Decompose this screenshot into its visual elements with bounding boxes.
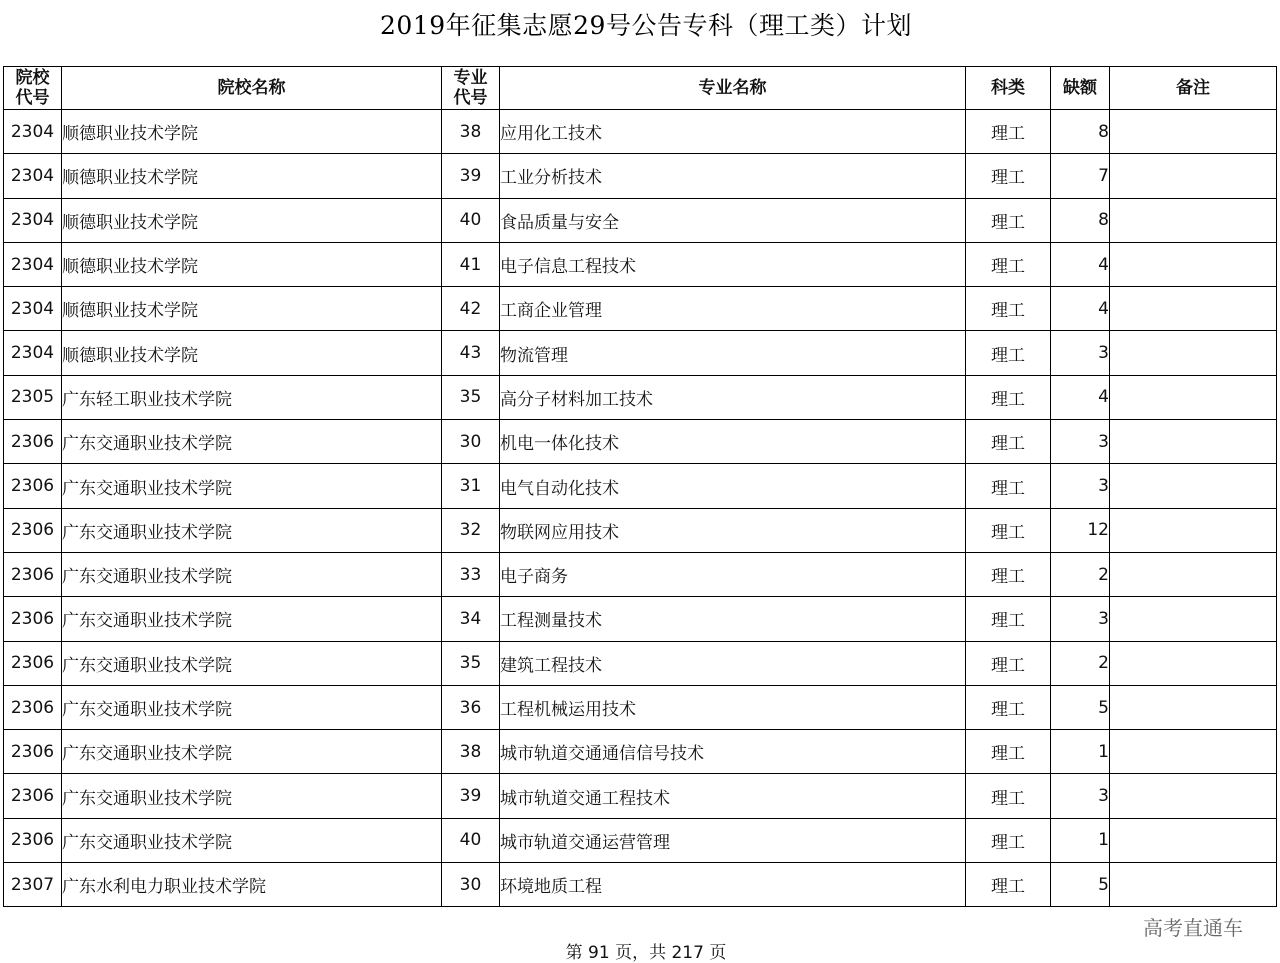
cell-remarks bbox=[1110, 774, 1277, 818]
cell-remarks bbox=[1110, 641, 1277, 685]
cell-school-code: 2304 bbox=[4, 242, 62, 286]
cell-vacancy: 12 bbox=[1051, 508, 1110, 552]
cell-category: 理工 bbox=[966, 420, 1051, 464]
cell-vacancy: 2 bbox=[1051, 641, 1110, 685]
cell-major-name: 高分子材料加工技术 bbox=[500, 375, 966, 419]
header-remarks: 备注 bbox=[1110, 67, 1277, 110]
cell-vacancy: 1 bbox=[1051, 730, 1110, 774]
table-row bbox=[4, 863, 1277, 907]
cell-major-name: 城市轨道交通运营管理 bbox=[500, 818, 966, 862]
cell-major-code: 38 bbox=[442, 110, 500, 154]
cell-remarks bbox=[1110, 110, 1277, 154]
cell-vacancy: 5 bbox=[1051, 685, 1110, 729]
cell-category: 理工 bbox=[966, 818, 1051, 862]
cell-remarks bbox=[1110, 464, 1277, 508]
cell-school-name: 广东交通职业技术学院 bbox=[62, 464, 442, 508]
table-row bbox=[4, 685, 1277, 729]
cell-major-name: 城市轨道交通通信信号技术 bbox=[500, 730, 966, 774]
cell-school-code: 2306 bbox=[4, 730, 62, 774]
cell-remarks bbox=[1110, 597, 1277, 641]
cell-vacancy: 4 bbox=[1051, 242, 1110, 286]
cell-major-name: 工商企业管理 bbox=[500, 287, 966, 331]
cell-category: 理工 bbox=[966, 730, 1051, 774]
table-row bbox=[4, 508, 1277, 552]
cell-school-name: 广东交通职业技术学院 bbox=[62, 774, 442, 818]
cell-school-name: 顺德职业技术学院 bbox=[62, 242, 442, 286]
cell-school-name: 广东交通职业技术学院 bbox=[62, 685, 442, 729]
cell-vacancy: 3 bbox=[1051, 464, 1110, 508]
cell-category: 理工 bbox=[966, 110, 1051, 154]
cell-major-code: 38 bbox=[442, 730, 500, 774]
cell-school-code: 2305 bbox=[4, 375, 62, 419]
cell-major-name: 工程测量技术 bbox=[500, 597, 966, 641]
cell-school-code: 2306 bbox=[4, 685, 62, 729]
cell-vacancy: 3 bbox=[1051, 774, 1110, 818]
cell-school-name: 顺德职业技术学院 bbox=[62, 331, 442, 375]
table-row bbox=[4, 597, 1277, 641]
cell-school-code: 2304 bbox=[4, 198, 62, 242]
cell-vacancy: 3 bbox=[1051, 597, 1110, 641]
cell-remarks bbox=[1110, 287, 1277, 331]
cell-school-code: 2306 bbox=[4, 420, 62, 464]
cell-vacancy: 1 bbox=[1051, 818, 1110, 862]
cell-category: 理工 bbox=[966, 154, 1051, 198]
cell-category: 理工 bbox=[966, 552, 1051, 596]
page-footer: 第 91 页，共 217 页 bbox=[565, 943, 727, 963]
cell-category: 理工 bbox=[966, 641, 1051, 685]
cell-remarks bbox=[1110, 818, 1277, 862]
cell-vacancy: 3 bbox=[1051, 331, 1110, 375]
cell-school-code: 2306 bbox=[4, 552, 62, 596]
table-header-row bbox=[4, 67, 1277, 110]
cell-vacancy: 3 bbox=[1051, 420, 1110, 464]
cell-major-name: 机电一体化技术 bbox=[500, 420, 966, 464]
header-vacancy: 缺额 bbox=[1051, 67, 1110, 110]
cell-major-code: 30 bbox=[442, 863, 500, 907]
cell-school-name: 广东交通职业技术学院 bbox=[62, 641, 442, 685]
cell-major-name: 电子商务 bbox=[500, 552, 966, 596]
table-row bbox=[4, 641, 1277, 685]
cell-major-name: 工业分析技术 bbox=[500, 154, 966, 198]
cell-major-code: 33 bbox=[442, 552, 500, 596]
cell-school-code: 2306 bbox=[4, 508, 62, 552]
cell-category: 理工 bbox=[966, 464, 1051, 508]
cell-school-name: 顺德职业技术学院 bbox=[62, 287, 442, 331]
cell-remarks bbox=[1110, 730, 1277, 774]
header-school-name: 院校名称 bbox=[62, 67, 442, 110]
cell-remarks bbox=[1110, 331, 1277, 375]
cell-vacancy: 4 bbox=[1051, 287, 1110, 331]
cell-vacancy: 2 bbox=[1051, 552, 1110, 596]
cell-school-code: 2306 bbox=[4, 597, 62, 641]
cell-school-code: 2304 bbox=[4, 110, 62, 154]
cell-major-code: 31 bbox=[442, 464, 500, 508]
cell-vacancy: 5 bbox=[1051, 863, 1110, 907]
cell-major-name: 环境地质工程 bbox=[500, 863, 966, 907]
cell-category: 理工 bbox=[966, 774, 1051, 818]
cell-major-code: 35 bbox=[442, 641, 500, 685]
cell-remarks bbox=[1110, 685, 1277, 729]
cell-school-code: 2306 bbox=[4, 641, 62, 685]
cell-school-code: 2306 bbox=[4, 464, 62, 508]
cell-major-code: 32 bbox=[442, 508, 500, 552]
cell-category: 理工 bbox=[966, 375, 1051, 419]
table-row bbox=[4, 287, 1277, 331]
table-row bbox=[4, 110, 1277, 154]
cell-remarks bbox=[1110, 154, 1277, 198]
cell-major-name: 应用化工技术 bbox=[500, 110, 966, 154]
cell-school-name: 广东交通职业技术学院 bbox=[62, 420, 442, 464]
cell-major-name: 物联网应用技术 bbox=[500, 508, 966, 552]
table-body bbox=[4, 110, 1277, 907]
cell-school-code: 2304 bbox=[4, 287, 62, 331]
cell-category: 理工 bbox=[966, 198, 1051, 242]
cell-vacancy: 7 bbox=[1051, 154, 1110, 198]
cell-category: 理工 bbox=[966, 287, 1051, 331]
cell-school-name: 广东水利电力职业技术学院 bbox=[62, 863, 442, 907]
cell-major-code: 40 bbox=[442, 198, 500, 242]
cell-major-code: 36 bbox=[442, 685, 500, 729]
table-row bbox=[4, 420, 1277, 464]
table-row bbox=[4, 154, 1277, 198]
cell-vacancy: 8 bbox=[1051, 110, 1110, 154]
cell-school-name: 广东交通职业技术学院 bbox=[62, 818, 442, 862]
table-row bbox=[4, 331, 1277, 375]
cell-remarks bbox=[1110, 375, 1277, 419]
table-row bbox=[4, 464, 1277, 508]
cell-school-code: 2306 bbox=[4, 774, 62, 818]
cell-category: 理工 bbox=[966, 863, 1051, 907]
table-row bbox=[4, 242, 1277, 286]
cell-major-code: 35 bbox=[442, 375, 500, 419]
cell-major-name: 食品质量与安全 bbox=[500, 198, 966, 242]
plan-table bbox=[3, 66, 1277, 907]
cell-major-code: 40 bbox=[442, 818, 500, 862]
cell-school-code: 2307 bbox=[4, 863, 62, 907]
cell-major-code: 30 bbox=[442, 420, 500, 464]
cell-remarks bbox=[1110, 420, 1277, 464]
cell-category: 理工 bbox=[966, 331, 1051, 375]
cell-school-code: 2304 bbox=[4, 154, 62, 198]
table-row bbox=[4, 552, 1277, 596]
cell-category: 理工 bbox=[966, 685, 1051, 729]
cell-school-name: 顺德职业技术学院 bbox=[62, 110, 442, 154]
header-major-name: 专业名称 bbox=[500, 67, 966, 110]
cell-category: 理工 bbox=[966, 597, 1051, 641]
cell-school-name: 广东交通职业技术学院 bbox=[62, 730, 442, 774]
cell-major-code: 34 bbox=[442, 597, 500, 641]
cell-school-name: 广东交通职业技术学院 bbox=[62, 597, 442, 641]
header-school-code: 院校代号 bbox=[4, 67, 62, 110]
cell-school-code: 2306 bbox=[4, 818, 62, 862]
cell-major-name: 物流管理 bbox=[500, 331, 966, 375]
cell-major-code: 39 bbox=[442, 774, 500, 818]
table-row bbox=[4, 198, 1277, 242]
cell-school-name: 顺德职业技术学院 bbox=[62, 198, 442, 242]
cell-major-name: 工程机械运用技术 bbox=[500, 685, 966, 729]
cell-major-name: 城市轨道交通工程技术 bbox=[500, 774, 966, 818]
watermark-text: 高考直通车 bbox=[1143, 916, 1243, 940]
cell-school-name: 顺德职业技术学院 bbox=[62, 154, 442, 198]
cell-remarks bbox=[1110, 242, 1277, 286]
cell-school-name: 广东交通职业技术学院 bbox=[62, 552, 442, 596]
header-category: 科类 bbox=[966, 67, 1051, 110]
cell-category: 理工 bbox=[966, 242, 1051, 286]
page-title: 2019年征集志愿29号公告专科（理工类）计划 bbox=[380, 11, 912, 40]
cell-school-name: 广东轻工职业技术学院 bbox=[62, 375, 442, 419]
header-major-code: 专业代号 bbox=[442, 67, 500, 110]
cell-major-code: 42 bbox=[442, 287, 500, 331]
cell-remarks bbox=[1110, 552, 1277, 596]
table-row bbox=[4, 730, 1277, 774]
table-row bbox=[4, 818, 1277, 862]
table-row bbox=[4, 774, 1277, 818]
cell-major-code: 39 bbox=[442, 154, 500, 198]
cell-vacancy: 8 bbox=[1051, 198, 1110, 242]
cell-remarks bbox=[1110, 863, 1277, 907]
table-row bbox=[4, 375, 1277, 419]
cell-school-name: 广东交通职业技术学院 bbox=[62, 508, 442, 552]
cell-major-code: 41 bbox=[442, 242, 500, 286]
cell-remarks bbox=[1110, 198, 1277, 242]
cell-school-code: 2304 bbox=[4, 331, 62, 375]
cell-major-code: 43 bbox=[442, 331, 500, 375]
cell-major-name: 电子信息工程技术 bbox=[500, 242, 966, 286]
cell-major-name: 电气自动化技术 bbox=[500, 464, 966, 508]
cell-remarks bbox=[1110, 508, 1277, 552]
cell-vacancy: 4 bbox=[1051, 375, 1110, 419]
cell-major-name: 建筑工程技术 bbox=[500, 641, 966, 685]
cell-category: 理工 bbox=[966, 508, 1051, 552]
